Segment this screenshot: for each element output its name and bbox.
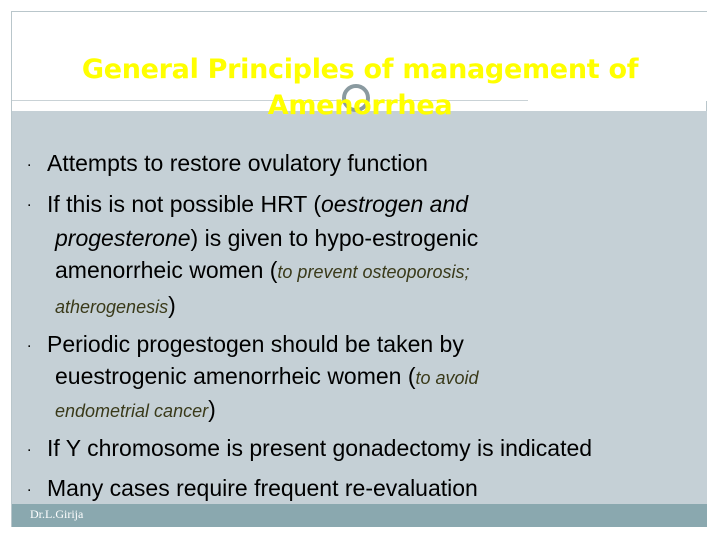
bullet-marker: . — [27, 438, 32, 455]
footer-bar — [12, 504, 707, 527]
bullet-marker: . — [27, 193, 32, 210]
bullet-text-note: to avoid — [415, 368, 479, 388]
bullet-text-line — [55, 255, 470, 287]
bullet-text-segment: ) — [208, 396, 216, 422]
bullet-text-line — [55, 223, 478, 253]
bullet-text-line — [55, 290, 176, 322]
bullet-text-line — [47, 189, 468, 219]
bullet-text-segment: ) — [168, 292, 176, 318]
slide-title: General Principles of management of Amenorrhea — [81, 54, 639, 121]
footer-author: Dr.L.Girija — [30, 507, 84, 521]
bullet-text-italic: oestrogen and — [320, 191, 469, 217]
bullet-marker: . — [27, 153, 32, 170]
bullet-text-segment: If this is not possible HRT ( — [47, 191, 321, 217]
bullet-text-segment: amenorrheic women ( — [55, 257, 278, 283]
bullet-text-segment: euestrogenic amenorrheic women ( — [55, 363, 416, 389]
bullet-text-line — [55, 394, 216, 426]
bullet-text: Attempts to restore ovulatory function — [47, 150, 428, 176]
bullet-text: Periodic progestogen should be taken by — [47, 331, 464, 357]
bullet-text-note: atherogenesis — [55, 297, 169, 317]
bullet-text-italic: progesterone — [55, 225, 191, 251]
bullet-text-note: endometrial cancer — [55, 401, 209, 421]
bullet-text: If Y chromosome is present gonadectomy is indicated — [47, 435, 593, 461]
bullet-text-note: to prevent osteoporosis; — [277, 262, 470, 282]
bullet-text-line — [55, 361, 479, 393]
bullet-text: Many cases require frequent re-evaluation — [47, 475, 478, 501]
bullet-text-segment: ) is given to hypo-estrogenic — [190, 225, 479, 251]
bullet-marker: . — [27, 334, 32, 351]
bullet-marker: . — [27, 478, 32, 495]
